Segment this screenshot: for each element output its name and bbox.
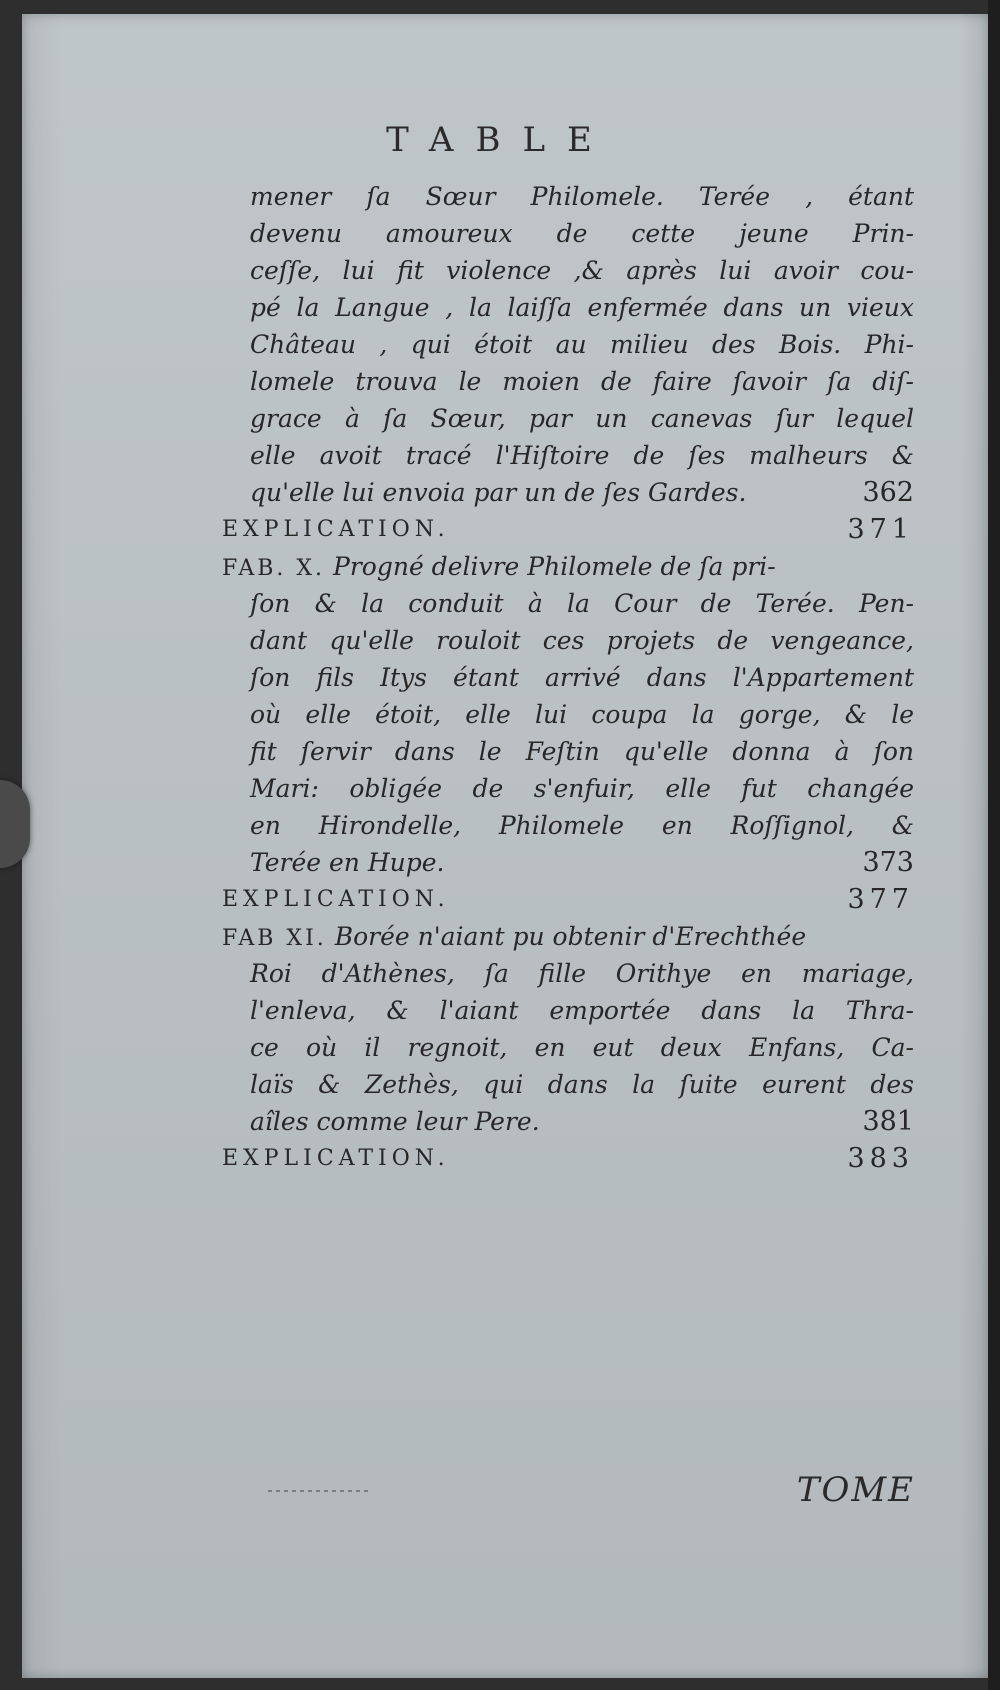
table-content [222, 178, 914, 1177]
text-line: fit ſervir dans le Feſtin qu'elle donna à ſon [250, 737, 914, 766]
text-line: lomele trouva le moien de faire ſavoir ſa diſ- [250, 367, 914, 396]
explication-entry [222, 881, 914, 918]
explication-entry [222, 511, 914, 548]
ink-smudge [268, 1490, 368, 1492]
text-line: Château , qui étoit au milieu des Bois. Phi- [250, 330, 914, 359]
text-line: ceſſe, lui fit violence ,& après lui avoir cou- [250, 256, 914, 285]
fable-label: FAB XI. [222, 926, 327, 951]
text-line: où elle étoit, elle lui coupa la gorge, & le [250, 700, 914, 729]
text-line: aîles comme leur Pere. 381 [250, 1103, 914, 1140]
text-line: Terée en Hupe. 373 [250, 844, 914, 881]
text-line: devenu amoureux de cette jeune Prin- [250, 219, 914, 248]
fable-entry-first-line: FAB XI. Borée n'aiant pu obtenir d'Erechthée [222, 922, 807, 951]
text-line: ſon & la conduit à la Cour de Terée. Pen- [250, 589, 914, 618]
fable-entry-first-line: FAB. X. Progné delivre Philomele de ſa pri- [222, 552, 776, 581]
fable-label: FAB. X. [222, 556, 326, 581]
running-head: TABLE [386, 120, 614, 160]
explication-label: EXPLICATION. [222, 1146, 450, 1171]
text-line: qu'elle lui envoia par un de ſes Gardes. 362 [250, 474, 914, 511]
page-number: 362 [862, 477, 914, 508]
text-line: Roi d'Athènes, ſa fille Orithye en mariage, [250, 959, 914, 988]
text-line: laïs & Zethès, qui dans la ſuite eurent des [250, 1070, 914, 1099]
page-number: 381 [862, 1106, 914, 1137]
catchword: TOME [796, 1470, 915, 1510]
text-line: mener ſa Sœur Philomele. Terée , étant [250, 182, 914, 211]
text-line: Mari: obligée de s'enfuir, elle fut changée [250, 774, 914, 803]
page-number: 371 [847, 514, 914, 545]
text-line: l'enleva, & l'aiant emportée dans la Thra- [250, 996, 914, 1025]
text-line: pé la Langue , la laiſſa enfermée dans un vieux [250, 293, 914, 322]
text-line: ce où il regnoit, en eut deux Enfans, Ca- [250, 1033, 914, 1062]
text-line: elle avoit tracé l'Hiſtoire de ſes malheurs & [250, 441, 914, 470]
explication-entry [222, 1140, 914, 1177]
text-line: grace à ſa Sœur, par un canevas ſur lequel [250, 404, 914, 433]
page-number: 377 [847, 884, 914, 915]
text-line: ſon fils Itys étant arrivé dans l'Appartement [250, 663, 914, 692]
page-number: 373 [862, 847, 914, 878]
page-edge [988, 0, 1000, 1690]
text-line: en Hirondelle, Philomele en Roſſignol, & [250, 811, 914, 840]
explication-label: EXPLICATION. [222, 887, 450, 912]
page-number: 383 [847, 1143, 914, 1174]
explication-label: EXPLICATION. [222, 517, 450, 542]
text-line: dant qu'elle rouloit ces projets de vengeance, [250, 626, 914, 655]
